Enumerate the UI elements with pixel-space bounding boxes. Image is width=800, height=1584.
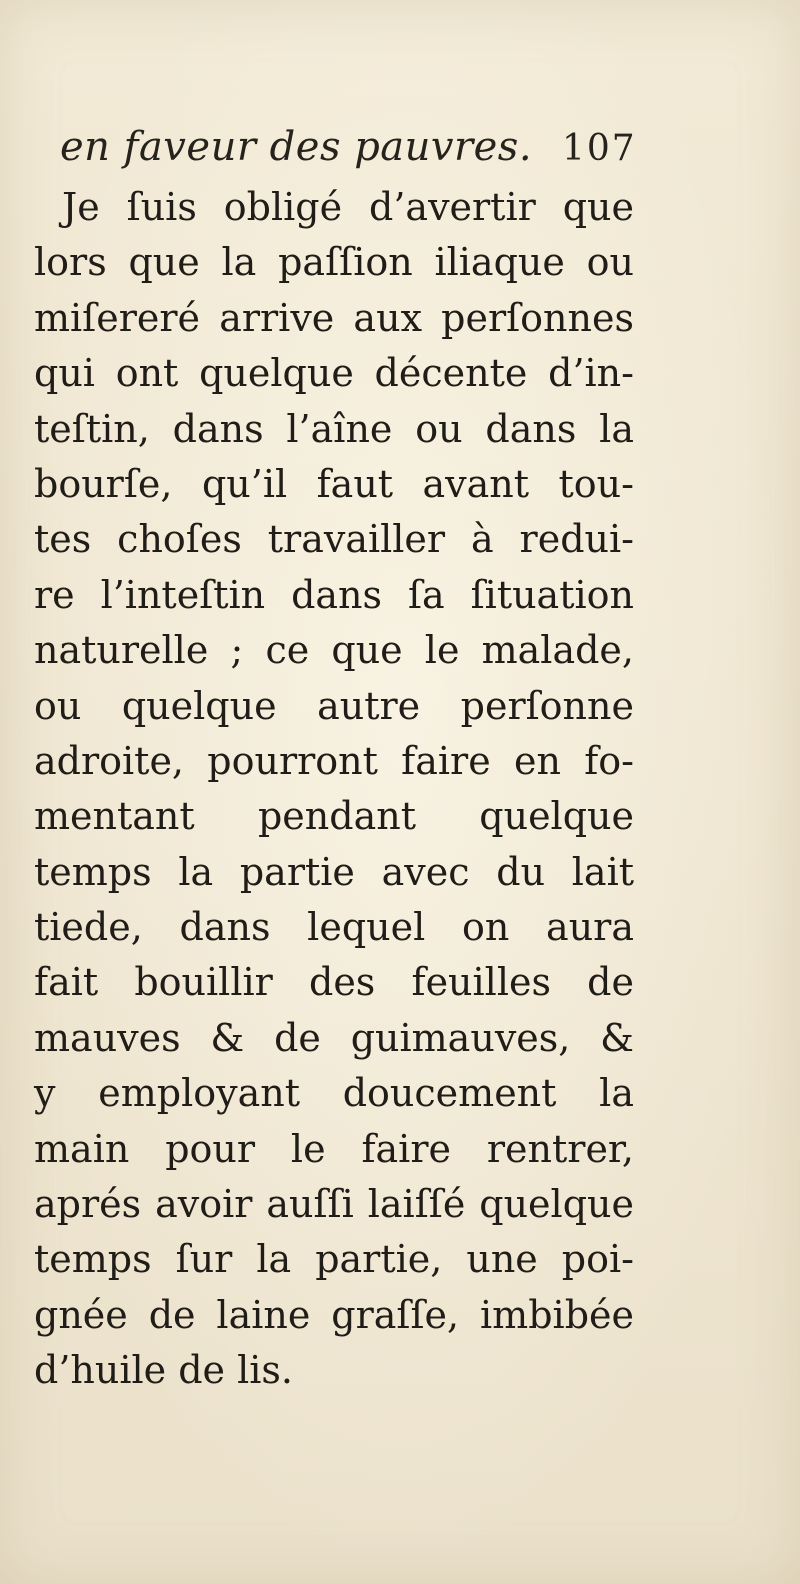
text-line: mentant pendant quelque [34, 794, 634, 839]
text-line: temps ſur la partie, une poi- [34, 1237, 634, 1282]
text-line: qui ont quelque décente d’in- [34, 351, 634, 396]
text-line: re l’inteſtin dans ſa ſituation [34, 572, 634, 617]
body-text [34, 180, 634, 1399]
text-line: aprés avoir auſſi laiſſé quelque [34, 1182, 634, 1227]
text-line: lors que la paſſion iliaque ou [34, 240, 634, 285]
text-line: main pour le faire rentrer, [34, 1126, 634, 1171]
text-line: ou quelque autre perſonne [34, 683, 634, 728]
text-line: teſtin, dans l’aîne ou dans la [34, 406, 634, 451]
text-line: fait bouillir des feuilles de [34, 960, 634, 1005]
text-line: temps la partie avec du lait [34, 849, 634, 894]
text-line: miſereré arrive aux perſonnes [34, 295, 634, 340]
text-line: tes choſes travailler à redui- [34, 517, 634, 562]
text-line: Je ſuis obligé d’avertir que [62, 185, 634, 229]
text-line: naturelle ; ce que le malade, [34, 628, 634, 673]
text-line: y employant doucement la [34, 1071, 634, 1116]
page-number: 107 [562, 128, 637, 169]
text-line: d’huile de lis. [34, 1348, 294, 1393]
text-line: adroite, pourront faire en fo- [34, 738, 634, 783]
running-title: en faveur des pauvres. [60, 124, 533, 170]
text-line: tiede, dans lequel on aura [34, 905, 634, 950]
page-header [56, 124, 636, 180]
text-line: gnée de laine graſſe, imbibée [34, 1292, 634, 1337]
text-line: mauves & de guimauves, & [34, 1015, 634, 1060]
text-line: bourſe, qu’il faut avant tou- [34, 461, 634, 506]
